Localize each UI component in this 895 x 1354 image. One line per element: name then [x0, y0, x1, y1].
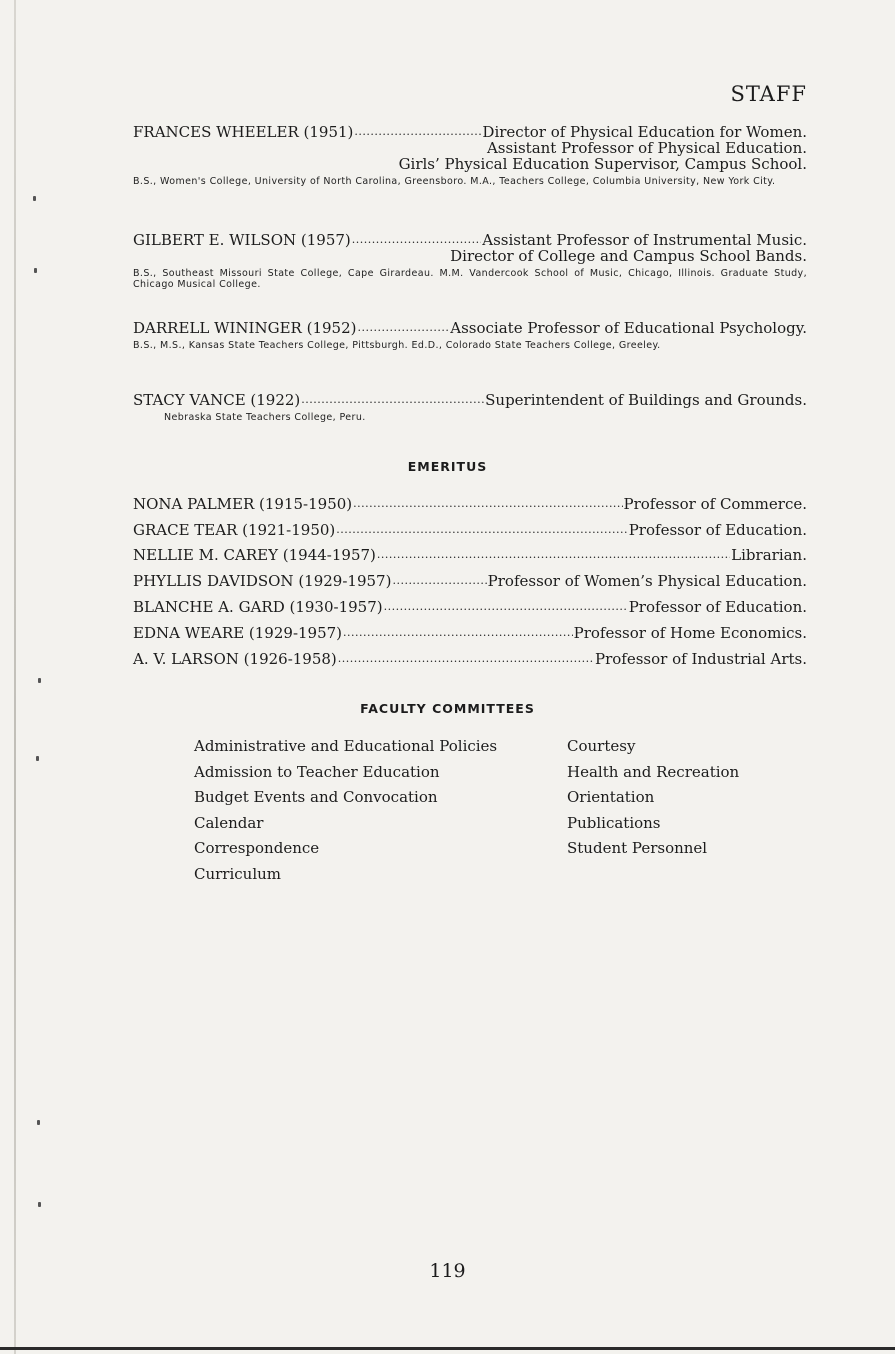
staff-extra-title: Assistant Professor of Physical Education.	[486, 139, 807, 157]
committee-item: Curriculum	[194, 864, 282, 883]
emeritus-title: Librarian.	[731, 546, 807, 564]
staff-name: DARRELL WININGER (1952)	[133, 319, 357, 337]
committee-item: Admission to Teacher Education	[194, 762, 440, 781]
leader-dots	[392, 576, 486, 586]
emeritus-row	[133, 547, 807, 563]
emeritus-name: A. V. LARSON (1926-1958)	[133, 650, 337, 668]
scan-speck	[37, 1120, 40, 1125]
leader-dots	[384, 602, 628, 612]
staff-education: B.S., Women's College, University of North Carolina, Greensboro. M.A., Teachers College, Columbia University, New York City.	[133, 176, 776, 187]
emeritus-title: Professor of Home Economics.	[573, 624, 807, 642]
leader-dots	[338, 654, 594, 664]
staff-entry	[133, 392, 807, 423]
committee-item: Health and Recreation	[567, 762, 740, 781]
staff-education: B.S., Southeast Missouri State College, Cape Girardeau. M.M. Vandercook School of Music, Chicago, Illinois. Graduate Study, Chicago Musical College.	[133, 268, 807, 290]
leader-dots	[343, 628, 573, 638]
scan-speck	[34, 268, 37, 273]
emeritus-row	[133, 573, 807, 589]
emeritus-row	[133, 496, 807, 512]
leader-dots	[336, 525, 627, 535]
committee-item: Administrative and Educational Policies	[194, 737, 498, 755]
page-bottom-edge	[0, 1347, 895, 1350]
staff-entry	[133, 124, 807, 187]
staff-title: Superintendent of Buildings and Grounds.	[485, 391, 807, 409]
staff-education: B.S., M.S., Kansas State Teachers College, Pittsburgh. Ed.D., Colorado State Teachers College, Greeley.	[133, 340, 661, 351]
committee-item: Courtesy	[567, 737, 636, 755]
emeritus-name: NELLIE M. CAREY (1944-1957)	[133, 546, 376, 564]
staff-title: Director of Physical Education for Women.	[482, 123, 807, 141]
emeritus-title: Professor of Women’s Physical Education.	[487, 572, 807, 590]
staff-entry	[133, 320, 807, 351]
page-title: STAFF	[730, 82, 807, 106]
staff-title: Associate Professor of Educational Psychology.	[450, 319, 807, 337]
committees-heading: FACULTY COMMITTEES	[360, 701, 535, 716]
scan-speck	[38, 678, 41, 683]
emeritus-row	[133, 599, 807, 615]
emeritus-row	[133, 625, 807, 641]
emeritus-name: NONA PALMER (1915-1950)	[133, 495, 353, 513]
leader-dots	[301, 395, 484, 405]
emeritus-name: GRACE TEAR (1921-1950)	[133, 521, 336, 539]
leader-dots	[377, 550, 730, 560]
leader-dots	[353, 499, 622, 509]
staff-extra-title: Girls’ Physical Education Supervisor, Campus School.	[398, 155, 807, 173]
emeritus-name: BLANCHE A. GARD (1930-1957)	[133, 598, 383, 616]
scan-speck	[36, 756, 39, 761]
staff-entry	[133, 232, 807, 290]
emeritus-title: Professor of Education.	[628, 598, 807, 616]
staff-name: GILBERT E. WILSON (1957)	[133, 231, 351, 249]
leader-dots	[352, 235, 482, 245]
emeritus-title: Professor of Education.	[628, 521, 807, 539]
page-number: 119	[429, 1260, 466, 1282]
emeritus-row	[133, 651, 807, 667]
leader-dots	[357, 323, 449, 333]
staff-title: Assistant Professor of Instrumental Music.	[482, 231, 807, 249]
emeritus-name: PHYLLIS DAVIDSON (1929-1957)	[133, 572, 392, 590]
committee-item: Calendar	[194, 813, 264, 832]
staff-name: STACY VANCE (1922)	[133, 391, 301, 409]
staff-name: FRANCES WHEELER (1951)	[133, 123, 354, 141]
scan-speck	[33, 196, 36, 201]
emeritus-heading: EMERITUS	[407, 459, 488, 474]
committee-item: Publications	[567, 813, 661, 832]
staff-extra-title: Director of College and Campus School Bands.	[450, 247, 807, 265]
committee-item: Student Personnel	[567, 839, 708, 857]
committee-item: Correspondence	[194, 839, 320, 857]
committee-item: Orientation	[567, 788, 655, 806]
committees-left-column	[194, 734, 554, 887]
emeritus-row	[133, 522, 807, 538]
leader-dots	[354, 127, 481, 137]
scan-speck	[38, 1202, 41, 1207]
page-binding-edge	[14, 0, 16, 1354]
staff-education: Nebraska State Teachers College, Peru.	[164, 412, 366, 423]
committees-right-column	[567, 734, 807, 862]
committee-item: Budget Events and Convocation	[194, 788, 438, 806]
emeritus-name: EDNA WEARE (1929-1957)	[133, 624, 343, 642]
emeritus-title: Professor of Commerce.	[623, 495, 807, 513]
emeritus-title: Professor of Industrial Arts.	[595, 650, 807, 668]
